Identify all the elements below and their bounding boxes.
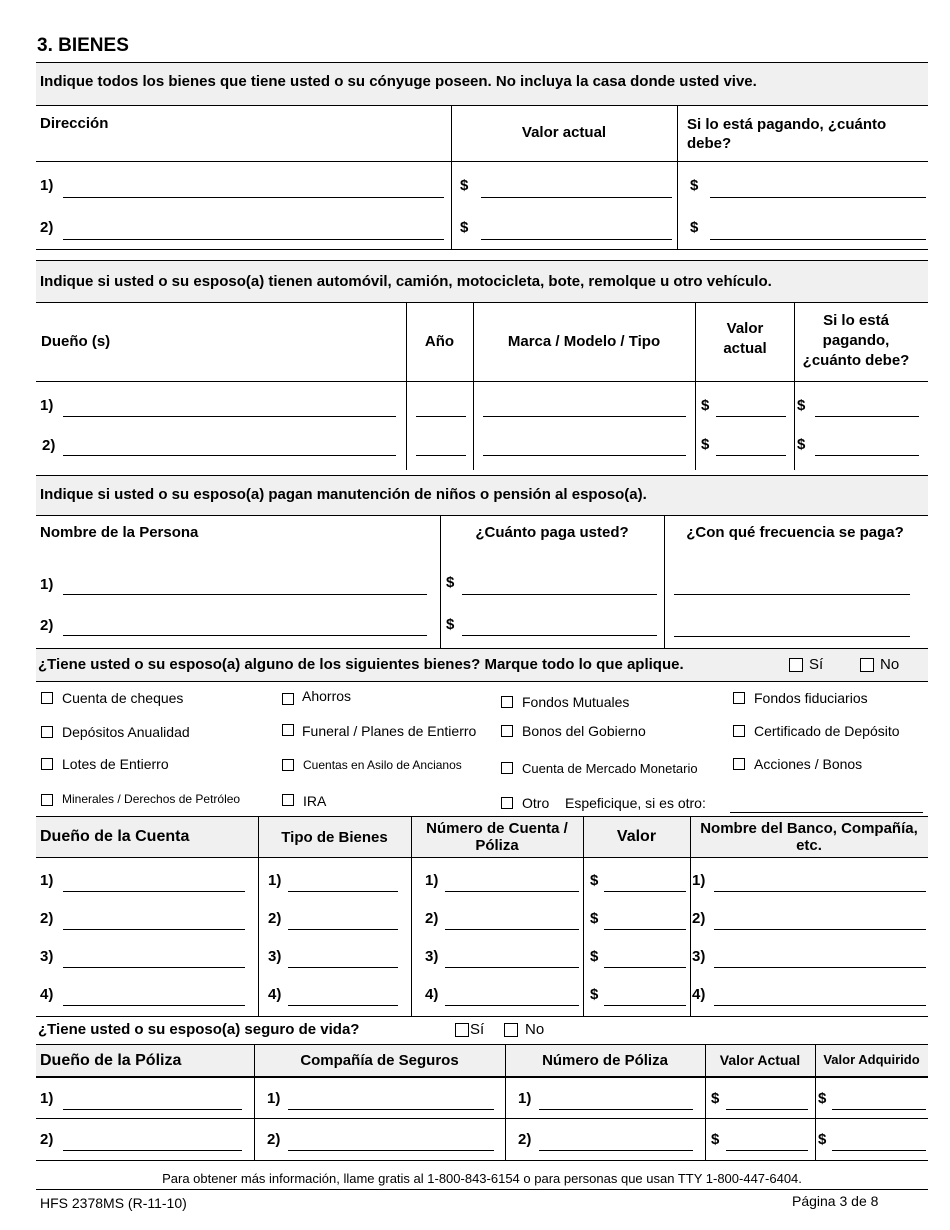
vehicle-make-field[interactable] — [483, 416, 686, 417]
accounts-row-label: 3) — [40, 948, 54, 965]
accounts-row-label: 2) — [692, 910, 706, 927]
insurance-row-label: 2) — [40, 1131, 54, 1148]
policy-company-field[interactable] — [288, 1109, 494, 1110]
insurance-row-label: 1) — [267, 1090, 281, 1107]
insurance-row-label: 2) — [267, 1131, 281, 1148]
funeral-checkbox[interactable] — [282, 724, 294, 736]
account-type-field[interactable] — [288, 891, 398, 892]
account-value-field[interactable] — [604, 929, 686, 930]
currency-symbol: $ — [460, 177, 469, 194]
policy-acquired-field[interactable] — [832, 1150, 926, 1151]
insurance-no-label: No — [525, 1021, 545, 1038]
accounts-yes-checkbox[interactable] — [789, 658, 803, 672]
account-type-field[interactable] — [288, 929, 398, 930]
currency-symbol: $ — [690, 219, 699, 236]
support-amount-field[interactable] — [462, 635, 657, 636]
property-owe-field[interactable] — [710, 197, 926, 198]
currency-symbol: $ — [590, 872, 599, 889]
property-instruction: Indique todos los bienes que tiene usted o su cónyuge poseen. No incluya la casa donde usted vive. — [40, 73, 757, 90]
checking-checkbox[interactable] — [41, 692, 53, 704]
support-frequency-field[interactable] — [674, 636, 910, 637]
property-col-address: Dirección — [40, 115, 109, 132]
policy-number-field[interactable] — [539, 1109, 693, 1110]
currency-symbol: $ — [711, 1131, 720, 1148]
accounts-row-label: 4) — [40, 986, 54, 1003]
currency-symbol: $ — [701, 436, 710, 453]
accounts-col-bank: Nombre del Banco, Compañía, etc. — [700, 820, 918, 854]
account-owner-field[interactable] — [63, 1005, 245, 1006]
minerals-label: Minerales / Derechos de Petróleo — [62, 792, 241, 806]
accounts-row-label: 3) — [425, 948, 439, 965]
burial-lots-checkbox[interactable] — [41, 758, 53, 770]
account-type-field[interactable] — [288, 967, 398, 968]
vehicles-col-owner: Dueño (s) — [41, 333, 111, 350]
account-bank-field[interactable] — [714, 967, 926, 968]
vehicles-col-value: Valor actual — [723, 320, 767, 357]
account-owner-field[interactable] — [63, 967, 245, 968]
support-name-field[interactable] — [63, 594, 427, 595]
insurance-yes-label: Sí — [470, 1021, 485, 1038]
cd-checkbox[interactable] — [733, 725, 745, 737]
vehicles-instruction: Indique si usted o su esposo(a) tienen automóvil, camión, motocicleta, bote, remolque u otro vehículo. — [40, 273, 772, 290]
account-owner-field[interactable] — [63, 891, 245, 892]
property-col-owe: Si lo está pagando, ¿cuánto debe? — [687, 116, 887, 152]
vehicle-owe-field[interactable] — [815, 416, 919, 417]
property-value-field[interactable] — [481, 239, 672, 240]
trust-funds-label: Fondos fiduciarios — [754, 690, 868, 706]
currency-symbol: $ — [701, 397, 710, 414]
insurance-col-company: Compañía de Seguros — [300, 1052, 459, 1069]
vehicle-value-field[interactable] — [716, 455, 786, 456]
account-number-field[interactable] — [445, 967, 579, 968]
support-name-field[interactable] — [63, 635, 427, 636]
vehicle-make-field[interactable] — [483, 455, 686, 456]
property-row-label: 1) — [40, 177, 54, 194]
annuity-label: Depósitos Anualidad — [62, 724, 190, 740]
mutual-funds-label: Fondos Mutuales — [522, 694, 630, 710]
annuity-checkbox[interactable] — [41, 726, 53, 738]
support-row-label: 1) — [40, 576, 54, 593]
account-value-field[interactable] — [604, 1005, 686, 1006]
minerals-checkbox[interactable] — [41, 794, 53, 806]
vehicles-row-label: 1) — [40, 397, 54, 414]
ira-checkbox[interactable] — [282, 794, 294, 806]
other-checkbox[interactable] — [501, 797, 513, 809]
mutual-funds-checkbox[interactable] — [501, 696, 513, 708]
insurance-col-owner: Dueño de la Póliza — [40, 1052, 182, 1069]
funeral-label: Funeral / Planes de Entierro — [302, 723, 477, 739]
stocks-checkbox[interactable] — [733, 758, 745, 770]
currency-symbol: $ — [797, 397, 806, 414]
footer-info: Para obtener más información, llame gratis al 1-800-843-6154 o para personas que usan TTY 1-800-447-6404. — [162, 1171, 802, 1186]
support-col-amount: ¿Cuánto paga usted? — [475, 524, 629, 541]
accounts-row-label: 4) — [268, 986, 282, 1003]
checking-label: Cuenta de cheques — [62, 690, 184, 706]
section-title: 3. BIENES — [37, 35, 129, 56]
policy-value-field[interactable] — [726, 1109, 808, 1110]
property-address-field[interactable] — [63, 197, 444, 198]
support-col-frequency: ¿Con qué frecuencia se paga? — [686, 524, 904, 541]
accounts-row-label: 2) — [40, 910, 54, 927]
policy-owner-field[interactable] — [63, 1150, 242, 1151]
accounts-row-label: 1) — [40, 872, 54, 889]
vehicle-owe-field[interactable] — [815, 455, 919, 456]
currency-symbol: $ — [460, 219, 469, 236]
savings-checkbox[interactable] — [282, 693, 294, 705]
currency-symbol: $ — [446, 574, 455, 591]
nursing-home-label: Cuentas en Asilo de Ancianos — [303, 758, 462, 772]
property-owe-field[interactable] — [710, 239, 926, 240]
currency-symbol: $ — [797, 436, 806, 453]
accounts-row-label: 1) — [268, 872, 282, 889]
accounts-col-owner: Dueño de la Cuenta — [40, 828, 190, 845]
account-number-field[interactable] — [445, 929, 579, 930]
accounts-row-label: 3) — [268, 948, 282, 965]
policy-value-field[interactable] — [726, 1150, 808, 1151]
insurance-question: ¿Tiene usted o su esposo(a) seguro de vida? — [38, 1021, 360, 1038]
currency-symbol: $ — [590, 986, 599, 1003]
support-col-name: Nombre de la Persona — [40, 524, 199, 541]
other-label: Otro — [522, 795, 550, 811]
policy-number-field[interactable] — [539, 1150, 693, 1151]
currency-symbol: $ — [818, 1131, 827, 1148]
accounts-row-label: 1) — [425, 872, 439, 889]
insurance-row-label: 1) — [518, 1090, 532, 1107]
cd-label: Certificado de Depósito — [754, 723, 900, 739]
currency-symbol: $ — [690, 177, 699, 194]
insurance-col-number: Número de Póliza — [542, 1052, 668, 1069]
account-number-field[interactable] — [445, 891, 579, 892]
accounts-row-label: 2) — [425, 910, 439, 927]
gov-bonds-label: Bonos del Gobierno — [522, 723, 646, 739]
insurance-no-checkbox[interactable] — [504, 1023, 518, 1037]
accounts-yes-label: Sí — [809, 656, 824, 673]
trust-funds-checkbox[interactable] — [733, 692, 745, 704]
vehicles-col-make: Marca / Modelo / Tipo — [507, 333, 661, 350]
policy-acquired-field[interactable] — [832, 1109, 926, 1110]
policy-company-field[interactable] — [288, 1150, 494, 1151]
page-number: Página 3 de 8 — [792, 1193, 879, 1209]
accounts-col-type: Tipo de Bienes — [281, 829, 388, 846]
account-owner-field[interactable] — [63, 929, 245, 930]
money-market-checkbox[interactable] — [501, 762, 513, 774]
other-specify-field[interactable] — [730, 812, 923, 813]
property-col-value: Valor actual — [521, 124, 607, 141]
insurance-col-acquired: Valor Adquirido — [823, 1052, 920, 1067]
account-bank-field[interactable] — [714, 891, 926, 892]
burial-lots-label: Lotes de Entierro — [62, 756, 169, 772]
nursing-home-checkbox[interactable] — [282, 759, 294, 771]
accounts-no-label: No — [880, 656, 900, 673]
savings-label: Ahorros — [302, 688, 352, 704]
stocks-label: Acciones / Bonos — [754, 756, 863, 772]
insurance-yes-checkbox[interactable] — [455, 1023, 469, 1037]
money-market-label: Cuenta de Mercado Monetario — [522, 761, 698, 776]
accounts-question: ¿Tiene usted o su esposo(a) alguno de los siguientes bienes? Marque todo lo que aplique. — [38, 656, 684, 673]
vehicles-row-label: 2) — [42, 437, 56, 454]
property-address-field[interactable] — [63, 239, 444, 240]
vehicle-year-field[interactable] — [416, 416, 466, 417]
currency-symbol: $ — [711, 1090, 720, 1107]
vehicle-year-field[interactable] — [416, 455, 466, 456]
account-bank-field[interactable] — [714, 929, 926, 930]
vehicles-col-owe: Si lo está pagando, ¿cuánto debe? — [802, 312, 910, 369]
vehicle-owner-field[interactable] — [63, 416, 396, 417]
account-number-field[interactable] — [445, 1005, 579, 1006]
accounts-col-number: Número de Cuenta / Póliza — [426, 820, 568, 854]
account-value-field[interactable] — [604, 891, 686, 892]
account-value-field[interactable] — [604, 967, 686, 968]
vehicle-owner-field[interactable] — [63, 455, 396, 456]
currency-symbol: $ — [446, 616, 455, 633]
form-id: HFS 2378MS (R-11-10) — [40, 1195, 187, 1211]
support-row-label: 2) — [40, 617, 54, 634]
currency-symbol: $ — [590, 948, 599, 965]
policy-owner-field[interactable] — [63, 1109, 242, 1110]
accounts-no-checkbox[interactable] — [860, 658, 874, 672]
other-specify-label: Espeficique, si es otro: — [565, 795, 706, 811]
accounts-row-label: 4) — [692, 986, 706, 1003]
accounts-row-label: 1) — [692, 872, 706, 889]
support-frequency-field[interactable] — [674, 594, 910, 595]
support-amount-field[interactable] — [462, 594, 657, 595]
gov-bonds-checkbox[interactable] — [501, 725, 513, 737]
account-type-field[interactable] — [288, 1005, 398, 1006]
insurance-row-label: 2) — [518, 1131, 532, 1148]
accounts-row-label: 4) — [425, 986, 439, 1003]
account-bank-field[interactable] — [714, 1005, 926, 1006]
property-row-label: 2) — [40, 219, 54, 236]
vehicle-value-field[interactable] — [716, 416, 786, 417]
property-value-field[interactable] — [481, 197, 672, 198]
insurance-col-value: Valor Actual — [719, 1052, 801, 1068]
insurance-row-label: 1) — [40, 1090, 54, 1107]
currency-symbol: $ — [818, 1090, 827, 1107]
vehicles-col-year: Año — [424, 333, 455, 350]
support-instruction: Indique si usted o su esposo(a) pagan manutención de niños o pensión al esposo(a). — [40, 486, 647, 503]
currency-symbol: $ — [590, 910, 599, 927]
accounts-row-label: 3) — [692, 948, 706, 965]
accounts-row-label: 2) — [268, 910, 282, 927]
accounts-col-value: Valor — [616, 828, 657, 845]
ira-label: IRA — [303, 793, 327, 809]
